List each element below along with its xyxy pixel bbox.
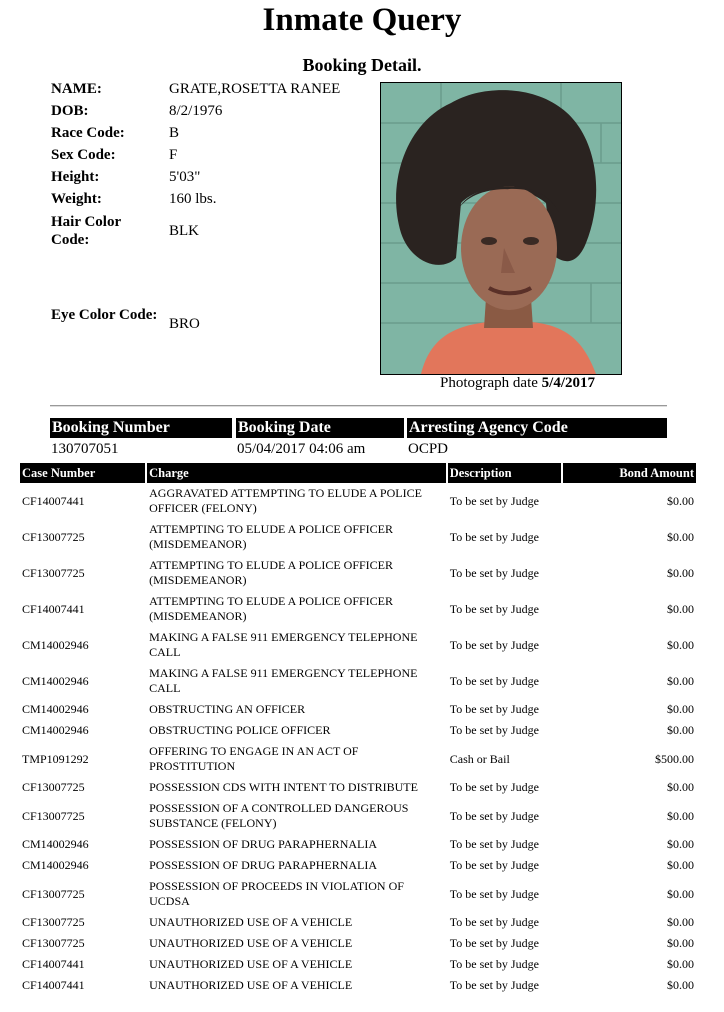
charge-cell: POSSESSION OF A CONTROLLED DANGEROUS SUBSTANCE (FELONY)	[149, 801, 409, 830]
case-number-cell: CM14002946	[22, 637, 89, 652]
table-row	[20, 876, 696, 912]
bond-amount-cell: $0.00	[667, 837, 694, 851]
charges-table	[18, 463, 698, 996]
page-subtitle: Booking Detail.	[302, 55, 422, 75]
charge-cell: AGGRAVATED ATTEMPTING TO ELUDE A POLICE OFFICER (FELONY)	[149, 486, 422, 515]
bond-amount-cell: $0.00	[667, 493, 694, 508]
booking-date-value: 05/04/2017 04:06 am	[237, 441, 366, 457]
bond-amount-cell: $0.00	[667, 936, 694, 950]
info-label: Eye Color Code:	[51, 307, 158, 323]
bond-amount-cell: $0.00	[667, 886, 694, 901]
charge-header: Charge	[147, 463, 446, 483]
info-label: NAME:	[51, 81, 102, 97]
charge-cell: UNAUTHORIZED USE OF A VEHICLE	[149, 915, 353, 929]
description-cell: Cash or Bail	[449, 751, 510, 766]
booking-date-header: Booking Date	[236, 418, 404, 438]
description-cell: To be set by Judge	[449, 702, 539, 716]
mugshot-illustration	[381, 83, 621, 374]
case-number-cell: CM14002946	[22, 702, 89, 716]
table-row	[20, 855, 696, 876]
photo-date	[440, 375, 595, 392]
info-label: DOB:	[51, 103, 89, 119]
description-cell: To be set by Judge	[449, 529, 539, 544]
bond-amount-cell: $0.00	[667, 702, 694, 716]
case-number-cell: CF14007441	[22, 978, 85, 992]
table-row	[20, 591, 696, 627]
charge-cell: POSSESSION OF PROCEEDS IN VIOLATION OF UCDSA	[149, 879, 404, 908]
case-number-cell: CF13007725	[22, 565, 85, 580]
case-number-cell: CF13007725	[22, 886, 85, 901]
description-cell: To be set by Judge	[449, 637, 539, 652]
description-cell: To be set by Judge	[449, 493, 539, 508]
charge-cell: POSSESSION OF DRUG PARAPHERNALIA	[149, 858, 378, 872]
case-number-cell: TMP1091292	[22, 751, 89, 766]
case-number-cell: CM14002946	[22, 673, 89, 688]
description-cell: To be set by Judge	[449, 915, 539, 929]
charge-cell: ATTEMPTING TO ELUDE A POLICE OFFICER (MISDEMEANOR)	[149, 558, 394, 587]
description-cell: To be set by Judge	[449, 957, 539, 971]
case-number-header: Case Number	[20, 463, 145, 483]
charge-cell: ATTEMPTING TO ELUDE A POLICE OFFICER (MISDEMEANOR)	[149, 522, 394, 551]
description-cell: To be set by Judge	[449, 837, 539, 851]
table-row	[20, 777, 696, 798]
table-row	[20, 798, 696, 834]
page-title: Inmate Query	[262, 2, 462, 38]
info-value: F	[169, 147, 178, 163]
case-number-cell: CM14002946	[22, 837, 89, 851]
table-row	[20, 699, 696, 720]
description-cell: To be set by Judge	[449, 723, 539, 737]
bond-amount-cell: $0.00	[667, 858, 694, 872]
description-cell: To be set by Judge	[449, 886, 539, 901]
charges-header-row	[20, 463, 696, 483]
charge-cell: OFFERING TO ENGAGE IN AN ACT OF PROSTITUTION	[149, 744, 359, 773]
bond-amount-cell: $0.00	[667, 978, 694, 992]
description-header: Description	[448, 463, 561, 483]
table-row	[20, 912, 696, 933]
charge-cell: UNAUTHORIZED USE OF A VEHICLE	[149, 957, 353, 971]
bond-amount-cell: $0.00	[667, 637, 694, 652]
table-row	[20, 627, 696, 663]
charge-cell: OBSTRUCTING POLICE OFFICER	[149, 723, 331, 737]
bond-amount-cell: $0.00	[667, 915, 694, 929]
case-number-cell: CF13007725	[22, 529, 85, 544]
charge-cell: UNAUTHORIZED USE OF A VEHICLE	[149, 978, 353, 992]
bond-amount-cell: $0.00	[667, 565, 694, 580]
booking-number-header: Booking Number	[50, 418, 232, 438]
charge-cell: MAKING A FALSE 911 EMERGENCY TELEPHONE CALL	[149, 666, 418, 695]
arresting-agency-value: OCPD	[408, 441, 449, 457]
info-label: Sex Code:	[51, 147, 116, 163]
bond-amount-cell: $0.00	[667, 808, 694, 823]
bond-amount-cell: $0.00	[667, 529, 694, 544]
info-label: Hair Color Code:	[51, 214, 121, 248]
photo-date-value: 5/4/2017	[541, 375, 595, 391]
case-number-cell: CF13007725	[22, 915, 85, 929]
description-cell: To be set by Judge	[449, 601, 539, 616]
charge-cell: UNAUTHORIZED USE OF A VEHICLE	[149, 936, 353, 950]
booking-number-value: 130707051	[51, 441, 119, 457]
charge-cell: MAKING A FALSE 911 EMERGENCY TELEPHONE CALL	[149, 630, 418, 659]
info-value: BRO	[169, 316, 200, 332]
table-row	[20, 663, 696, 699]
charges-body	[20, 483, 696, 996]
charge-cell: POSSESSION OF DRUG PARAPHERNALIA	[149, 837, 378, 851]
bond-amount-cell: $0.00	[667, 673, 694, 688]
table-row	[20, 555, 696, 591]
description-cell: To be set by Judge	[449, 978, 539, 992]
charge-cell: ATTEMPTING TO ELUDE A POLICE OFFICER (MISDEMEANOR)	[149, 594, 394, 623]
charge-cell: POSSESSION CDS WITH INTENT TO DISTRIBUTE	[149, 780, 418, 794]
bond-amount-cell: $0.00	[667, 957, 694, 971]
bond-amount-cell: $500.00	[655, 751, 694, 766]
bond-amount-cell: $0.00	[667, 780, 694, 794]
description-cell: To be set by Judge	[449, 565, 539, 580]
info-value: 8/2/1976	[169, 103, 223, 119]
case-number-cell: CM14002946	[22, 723, 89, 737]
table-row	[20, 975, 696, 996]
info-value: 5'03"	[169, 169, 201, 185]
info-label: Weight:	[51, 191, 102, 207]
description-cell: To be set by Judge	[449, 936, 539, 950]
mugshot-photo	[380, 82, 622, 375]
bond-amount-cell: $0.00	[667, 723, 694, 737]
table-row	[20, 933, 696, 954]
case-number-cell: CF14007441	[22, 957, 85, 971]
info-value: GRATE,ROSETTA RANEE	[169, 81, 341, 97]
table-row	[20, 519, 696, 555]
case-number-cell: CF13007725	[22, 780, 85, 794]
description-cell: To be set by Judge	[449, 858, 539, 872]
description-cell: To be set by Judge	[449, 780, 539, 794]
arresting-agency-header: Arresting Agency Code	[407, 418, 667, 438]
info-value: B	[169, 125, 180, 141]
case-number-cell: CF14007441	[22, 493, 85, 508]
photo-date-label: Photograph date	[440, 375, 538, 391]
description-cell: To be set by Judge	[449, 808, 539, 823]
table-row	[20, 741, 696, 777]
info-value: BLK	[169, 223, 199, 239]
divider	[50, 405, 667, 407]
table-row	[20, 954, 696, 975]
info-value: 160 lbs.	[169, 191, 217, 207]
charge-cell: OBSTRUCTING AN OFFICER	[149, 702, 306, 716]
bond-amount-header: Bond Amount	[563, 463, 696, 483]
case-number-cell: CF14007441	[22, 601, 85, 616]
info-label: Height:	[51, 169, 100, 185]
bond-amount-cell: $0.00	[667, 601, 694, 616]
case-number-cell: CF13007725	[22, 936, 85, 950]
table-row	[20, 834, 696, 855]
table-row	[20, 720, 696, 741]
case-number-cell: CF13007725	[22, 808, 85, 823]
case-number-cell: CM14002946	[22, 858, 89, 872]
table-row	[20, 483, 696, 519]
info-label: Race Code:	[51, 125, 125, 141]
description-cell: To be set by Judge	[449, 673, 539, 688]
